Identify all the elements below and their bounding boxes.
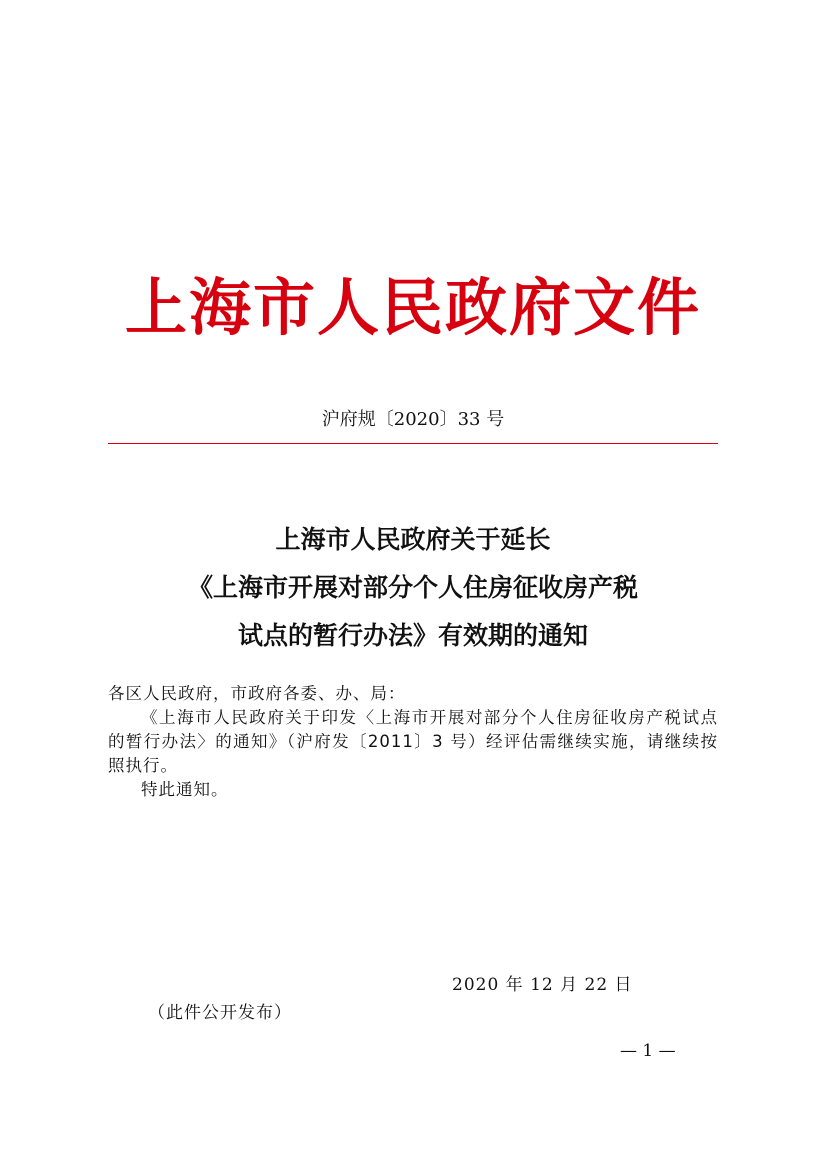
page-number: — 1 — xyxy=(620,1041,676,1061)
title-line-2: 《上海市开展对部分个人住房征收房产税 xyxy=(187,573,638,602)
title-line-3: 试点的暂行办法》有效期的通知 xyxy=(237,621,588,650)
red-divider-line xyxy=(108,443,718,444)
document-number: 沪府规〔2020〕33 号 xyxy=(321,409,505,430)
disclosure-note: （此件公开发布） xyxy=(148,1003,292,1023)
document-title xyxy=(0,516,826,660)
masthead-title: 上海市人民政府文件 xyxy=(124,271,701,344)
issue-date: 2020 年 12 月 22 日 xyxy=(452,975,633,995)
document-body xyxy=(108,682,718,802)
closing-paragraph: 特此通知。 xyxy=(141,780,229,799)
body-paragraph: 《上海市人民政府关于印发〈上海市开展对部分个人住房征收房产税试点的暂行办法〉的通知》（沪府发〔2011〕3 号）经评估需继续实施，请继续按照执行。 xyxy=(108,708,718,775)
salutation: 各区人民政府，市政府各委、办、局： xyxy=(108,684,406,703)
title-line-1: 上海市人民政府关于延长 xyxy=(275,525,551,554)
